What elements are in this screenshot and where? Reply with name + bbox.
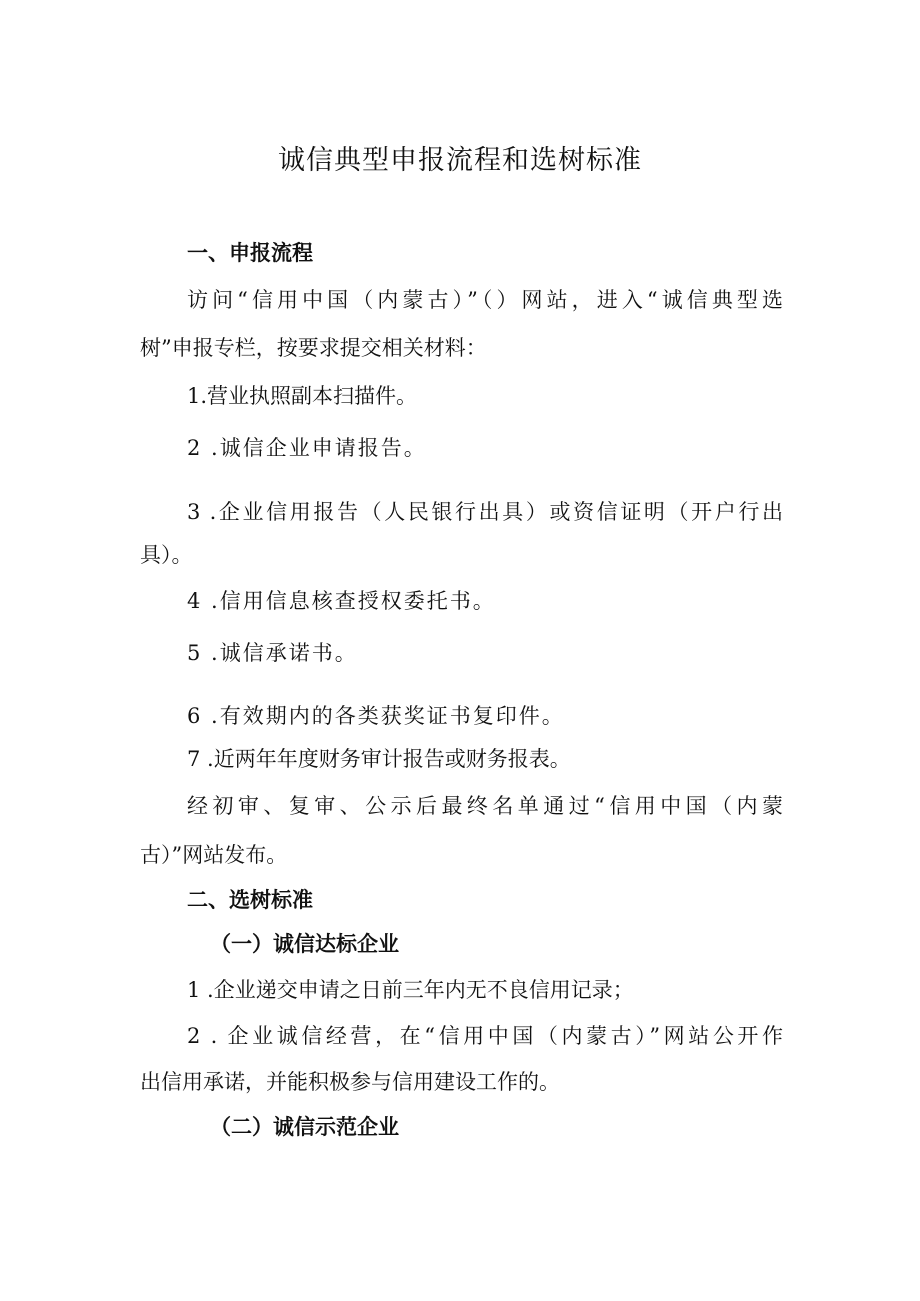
intro-paragraph-line-2: 树”申报专栏，按要求提交相关材料： — [140, 336, 487, 360]
criteria-item-2-line-2: 出信用承诺，并能积极参与信用建设工作的。 — [140, 1070, 560, 1094]
criteria-item-2-line-1: 2 . 企业诚信经营，在“信用中国（内蒙古）”网站公开作 — [187, 1024, 783, 1048]
criteria-item-1: 1 .企业递交申请之日前三年内无不良信用记录； — [187, 978, 634, 1002]
section-heading-selection-criteria: 二、选树标准 — [187, 888, 313, 912]
intro-paragraph-line-1: 访问“信用中国（内蒙古）”（）网站，进入“诚信典型选 — [187, 288, 783, 312]
list-item-7: 7 .近两年年度财务审计报告或财务报表。 — [187, 747, 571, 771]
list-item-6: 6 .有效期内的各类获奖证书复印件。 — [187, 704, 565, 728]
list-item-4: 4 .信用信息核查授权委托书。 — [187, 589, 496, 613]
document-title: 诚信典型申报流程和选树标准 — [278, 145, 642, 176]
list-item-3-line-2: 具）。 — [140, 543, 193, 567]
subsection-heading-compliant-enterprise: （一）诚信达标企业 — [210, 932, 399, 956]
closing-paragraph-line-2: 古）”网站发布。 — [140, 843, 288, 867]
list-item-3-line-1: 3 .企业信用报告（人民银行出具）或资信证明（开户行出 — [187, 500, 783, 524]
section-heading-application-process: 一、申报流程 — [187, 241, 313, 265]
subsection-heading-model-enterprise: （二）诚信示范企业 — [210, 1115, 399, 1139]
closing-paragraph-line-1: 经初审、复审、公示后最终名单通过“信用中国（内蒙 — [187, 794, 783, 818]
list-item-1: 1.营业执照副本扫描件。 — [187, 384, 418, 408]
list-item-5: 5 .诚信承诺书。 — [187, 641, 358, 665]
list-item-2: 2 .诚信企业申请报告。 — [187, 436, 427, 460]
